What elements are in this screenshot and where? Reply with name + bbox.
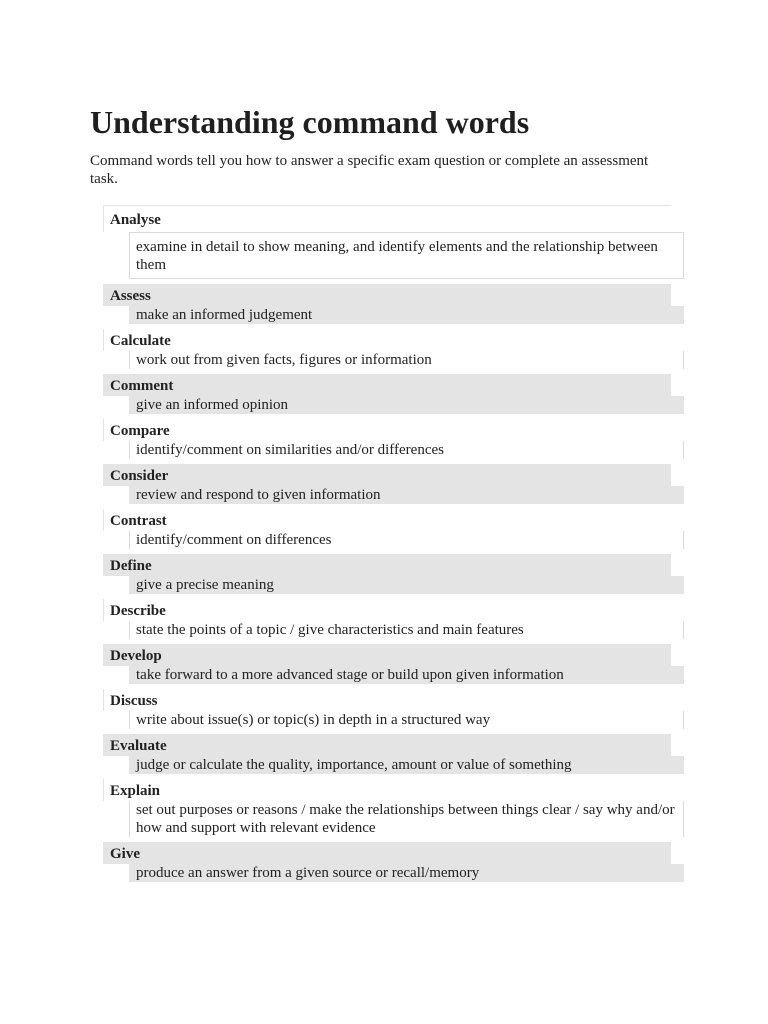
term: Evaluate bbox=[103, 734, 671, 756]
definition: review and respond to given information bbox=[129, 486, 684, 504]
term: Develop bbox=[103, 644, 671, 666]
glossary-entry bbox=[103, 734, 684, 774]
page-title: Understanding command words bbox=[90, 104, 530, 140]
glossary-entry bbox=[103, 374, 684, 414]
glossary-entry bbox=[103, 284, 684, 324]
intro-paragraph: Command words tell you how to answer a specific exam question or complete an assessment task. bbox=[90, 153, 649, 187]
glossary-entry bbox=[103, 329, 684, 369]
definition: produce an answer from a given source or recall/memory bbox=[129, 864, 684, 882]
term: Analyse bbox=[103, 205, 671, 232]
definition: work out from given facts, figures or information bbox=[129, 351, 684, 369]
term: Comment bbox=[103, 374, 671, 396]
term: Give bbox=[103, 842, 671, 864]
term: Explain bbox=[103, 779, 671, 801]
glossary-entry bbox=[103, 419, 684, 459]
term: Compare bbox=[103, 419, 671, 441]
definition: make an informed judgement bbox=[129, 306, 684, 324]
definition: take forward to a more advanced stage or build upon given information bbox=[129, 666, 684, 684]
definition: set out purposes or reasons / make the relationships between things clear / say why and/or how and support with relevant evidence bbox=[129, 801, 684, 837]
command-words-glossary bbox=[103, 205, 684, 887]
definition: give an informed opinion bbox=[129, 396, 684, 414]
definition: write about issue(s) or topic(s) in depth in a structured way bbox=[129, 711, 684, 729]
glossary-entry bbox=[103, 842, 684, 882]
definition: identify/comment on similarities and/or differences bbox=[129, 441, 684, 459]
definition: give a precise meaning bbox=[129, 576, 684, 594]
term: Assess bbox=[103, 284, 671, 306]
term: Discuss bbox=[103, 689, 671, 711]
glossary-entry bbox=[103, 464, 684, 504]
term: Describe bbox=[103, 599, 671, 621]
definition: examine in detail to show meaning, and identify elements and the relationship between them bbox=[129, 232, 684, 279]
definition: state the points of a topic / give characteristics and main features bbox=[129, 621, 684, 639]
definition: identify/comment on differences bbox=[129, 531, 684, 549]
term: Define bbox=[103, 554, 671, 576]
glossary-entry bbox=[103, 205, 684, 279]
glossary-entry bbox=[103, 689, 684, 729]
glossary-entry bbox=[103, 599, 684, 639]
glossary-entry bbox=[103, 554, 684, 594]
glossary-entry bbox=[103, 779, 684, 837]
term: Consider bbox=[103, 464, 671, 486]
glossary-entry bbox=[103, 644, 684, 684]
term: Calculate bbox=[103, 329, 671, 351]
document-page bbox=[90, 100, 684, 881]
definition: judge or calculate the quality, importance, amount or value of something bbox=[129, 756, 684, 774]
term: Contrast bbox=[103, 509, 671, 531]
glossary-entry bbox=[103, 509, 684, 549]
